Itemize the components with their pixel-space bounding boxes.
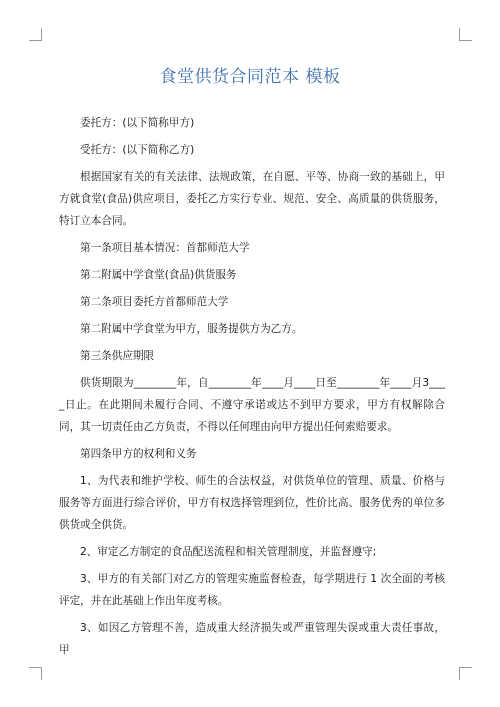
crop-mark-top-left xyxy=(29,28,42,41)
paragraph-preamble: 根据国家有关的有关法律、法规政策，在自愿、平等、协商一致的基础上，甲方就食堂(食品)供应项目，委托乙方实行专业、规范、安全、高质量的供货服务，特订立本合同。 xyxy=(59,171,445,227)
paragraph-item-1: 1、为代表和维护学校、师生的合法权益，对供货单位的管理、质量、价格与服务等方面进行综合评价，甲方有权选择管理到位，性价比高、服务优秀的单位多供货或全供货。 xyxy=(59,475,445,531)
paragraph-article-3: 第三条供应期限 xyxy=(80,350,155,362)
paragraph-article-1: 第一条项目基本情况：首都师范大学 xyxy=(80,242,250,254)
document-title: 食堂供货合同范本 模板 xyxy=(159,67,341,87)
paragraph-item-3: 3、甲方的有关部门对乙方的管理实施监督检查，每学期进行 1 次全面的考核评定，并在此基础上作出年度考核。 xyxy=(59,573,445,607)
paragraph-article-2-cont: 第二附属中学食堂为甲方，服务提供方为乙方。 xyxy=(80,323,303,335)
paragraph-contractor: 受托方：(以下简称乙方) xyxy=(80,144,195,156)
paragraph-item-2: 2、审定乙方制定的食品配送流程和相关管理制度，并监督遵守; xyxy=(80,546,377,558)
paragraph-article-4: 第四条甲方的权利和义务 xyxy=(80,448,197,460)
paragraph-supply-term: 供货期限为________年，自________年____月____日至________年____月3____日止。在此期间未履行合同、不遵守承诺或达不到甲方要求，甲方有权解除合同，其一切责任由乙方负责，不得以任何理由向甲方提出任何索赔要求。 xyxy=(59,377,445,433)
paragraph-article-2: 第二条项目委托方首都师范大学 xyxy=(80,296,229,308)
document-body xyxy=(59,112,445,666)
paragraph-item-3b: 3、如因乙方管理不善，造成重大经济损失或严重管理失误或重大责任事故，甲 xyxy=(59,622,445,656)
crop-mark-bottom-left xyxy=(29,667,42,680)
paragraph-client: 委托方：(以下简称甲方) xyxy=(80,117,195,129)
crop-mark-bottom-right xyxy=(459,667,472,680)
paragraph-article-1-cont: 第二附属中学食堂(食品)供货服务 xyxy=(80,269,237,281)
crop-mark-top-right xyxy=(459,28,472,41)
